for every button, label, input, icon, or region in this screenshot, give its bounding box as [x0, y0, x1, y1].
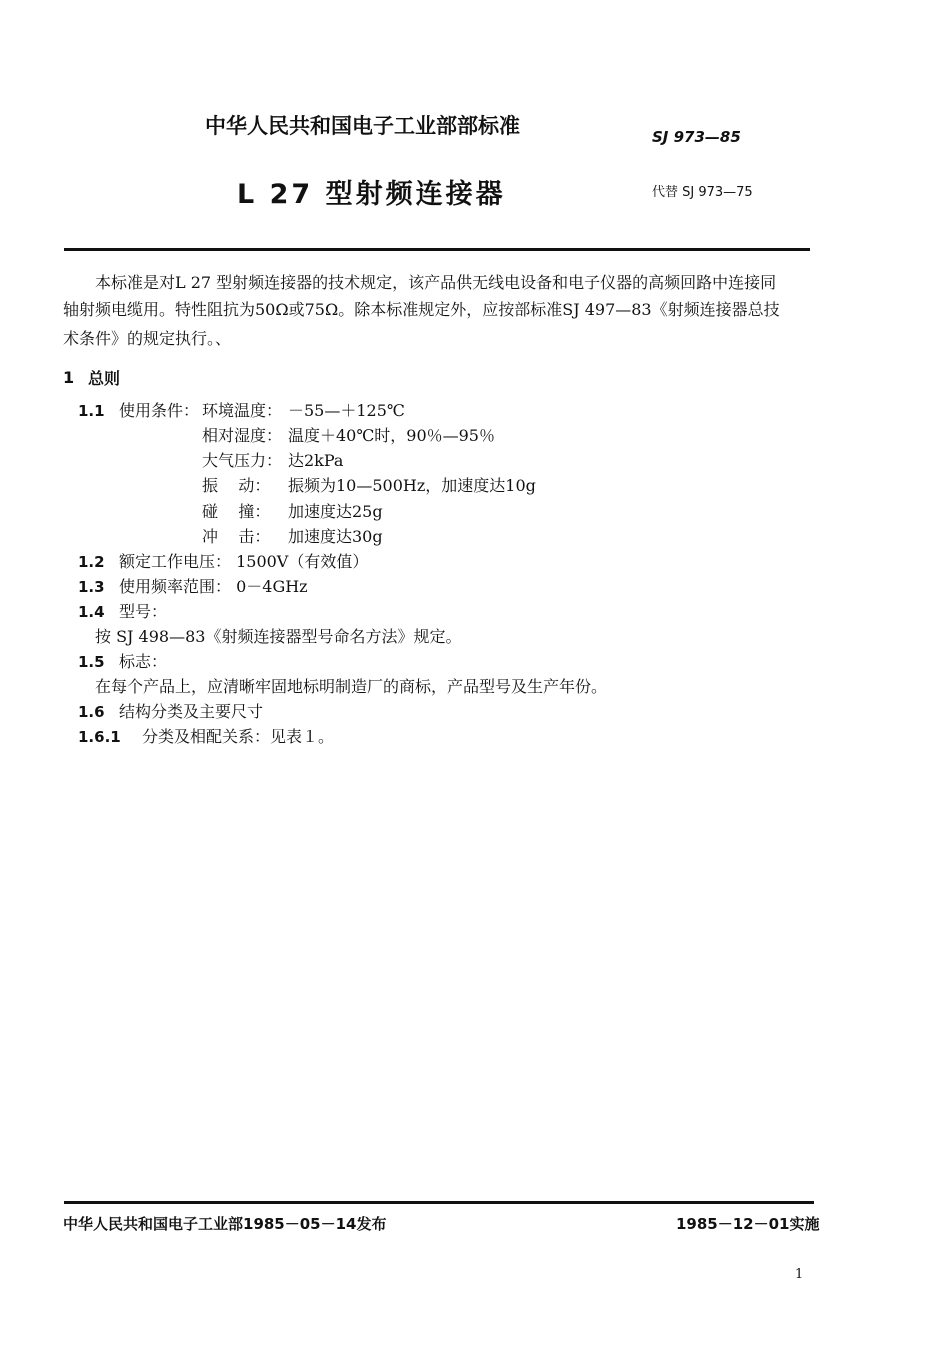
- clause-text: 使用频率范围： 0－4GHz: [119, 577, 308, 596]
- condition-value: 振频为10—500Hz，加速度达10g: [288, 476, 536, 495]
- footer-rule: [64, 1201, 814, 1204]
- effective-date: 1985－12－01实施: [676, 1215, 820, 1233]
- condition-value: 加速度达25g: [288, 502, 383, 521]
- clause-number: 1.3: [78, 578, 105, 596]
- page-number: 1: [795, 1267, 804, 1282]
- clause-number: 1.2: [78, 553, 105, 571]
- conditions-label: 使用条件：: [119, 401, 200, 420]
- clause-body: 在每个产品上，应清晰牢固地标明制造厂的商标，产品型号及生产年份。: [95, 677, 608, 696]
- condition-value: －55—＋125℃: [288, 401, 405, 420]
- replaces-note: 代替 SJ 973—75: [652, 185, 753, 200]
- clause-text: 标志：: [119, 652, 168, 671]
- intro-line-1: 本标准是对L 27 型射频连接器的技术规定，该产品供无线电设备和电子仪器的高频回路中连接同: [95, 273, 777, 292]
- clause-number: 1.6: [78, 703, 105, 721]
- condition-label: 振 动：: [202, 476, 271, 495]
- condition-label: 相对湿度：: [202, 426, 283, 445]
- header-rule: [64, 248, 810, 251]
- clause-text: 型号：: [119, 602, 168, 621]
- condition-value: 加速度达30g: [288, 527, 383, 546]
- condition-label: 冲 击：: [202, 527, 271, 546]
- clause-number: 1.1: [78, 402, 105, 420]
- clause-number: 1.5: [78, 653, 105, 671]
- standard-code: SJ 973—85: [652, 128, 741, 146]
- clause-text: 结构分类及主要尺寸: [119, 702, 264, 721]
- clause-number: 1.4: [78, 603, 105, 621]
- document-title: L 27 型射频连接器: [237, 179, 506, 210]
- clause-text: 额定工作电压： 1500V（有效值）: [119, 552, 369, 571]
- issued-date: 中华人民共和国电子工业部1985－05－14发布: [63, 1215, 387, 1233]
- clause-body: 按 SJ 498—83《射频连接器型号命名方法》规定。: [95, 627, 462, 646]
- condition-value: 达2kPa: [288, 451, 344, 470]
- condition-label: 大气压力：: [202, 451, 283, 470]
- clause-text: 分类及相配关系：见表１。: [142, 727, 335, 746]
- intro-line-3: 术条件》的规定执行。、: [63, 329, 232, 348]
- section-number: 1: [63, 368, 75, 387]
- condition-value: 温度＋40℃时，90％—95％: [288, 426, 495, 445]
- issuer-title: 中华人民共和国电子工业部部标准: [205, 114, 520, 138]
- section-title: 总则: [88, 369, 121, 388]
- clause-number: 1.6.1: [78, 728, 121, 746]
- condition-label: 环境温度：: [202, 401, 283, 420]
- condition-label: 碰 撞：: [202, 502, 271, 521]
- intro-line-2: 轴射频电缆用。特性阻抗为50Ω或75Ω。除本标准规定外，应按部标准SJ 497—83《射频连接器总技: [63, 300, 780, 319]
